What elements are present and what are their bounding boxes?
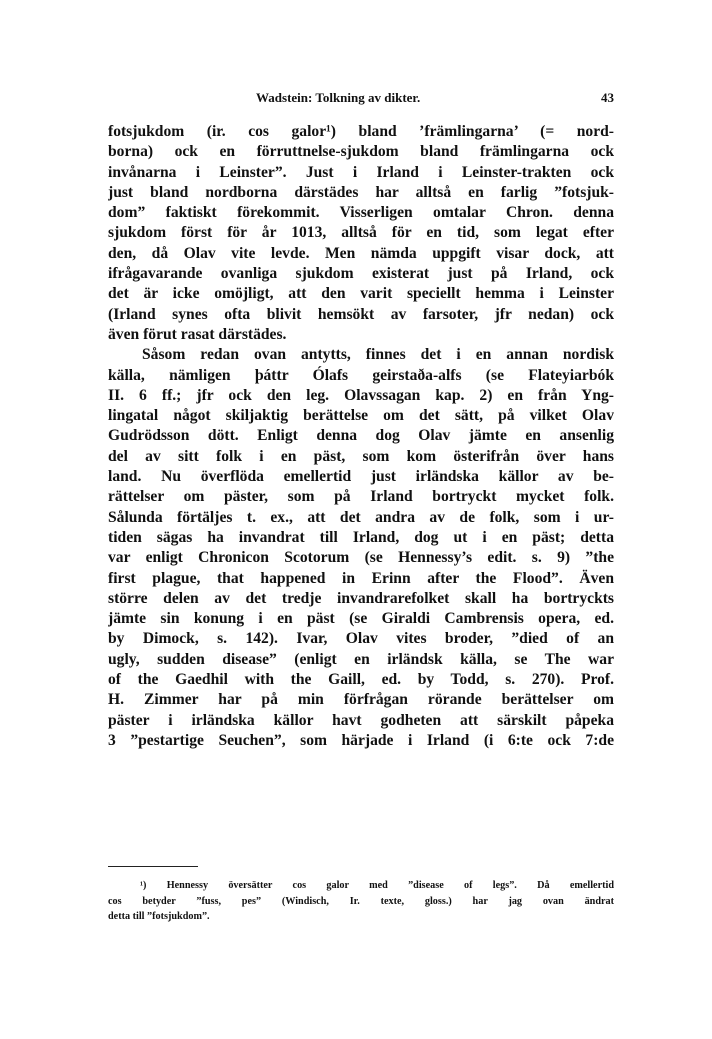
text-line: jämte sin konung i en päst (se Giraldi Cambrensis opera, ed. [108, 610, 614, 628]
text-line: Gudrödsson dött. Enligt denna dog Olav jämte en ansenlig [108, 427, 614, 445]
text-line: land. Nu överflöda emellertid just irländska källor av be- [108, 468, 614, 486]
footnote-line: cos betyder ”fuss, pes” (Windisch, Ir. texte, gloss.) har jag ovan ändrat [108, 895, 614, 907]
running-title: Wadstein: Tolkning av dikter. [256, 90, 421, 105]
text-line: Sålunda förtäljes t. ex., att det andra av de folk, som i ur- [108, 508, 614, 526]
text-line: även förut rasat därstädes. [108, 325, 287, 343]
text-line: den, då Olav vite levde. Men nämda uppgift visar dock, att [108, 244, 614, 262]
text-line: lingatal något skiljaktig berättelse om det sätt, på vilket Olav [108, 407, 614, 425]
text-line: borna) ock en förruttnelse-sjukdom bland främlingarna ock [108, 143, 614, 161]
body-text [108, 122, 614, 751]
text-line: of the Gaedhil with the Gaill, ed. by Todd, s. 270). Prof. [108, 671, 614, 689]
text-line: ugly, sudden disease” (enligt en irländsk källa, se The war [108, 650, 614, 668]
footnote-line: detta till ”fotsjukdom”. [108, 911, 210, 922]
text-line: first plague, that happened in Erinn after the Flood”. Även [108, 569, 614, 587]
text-line: by Dimock, s. 142). Ivar, Olav vites broder, ”died of an [108, 630, 614, 648]
text-line: invånarna i Leinster”. Just i Irland i Leinster-trakten ock [108, 163, 614, 181]
text-line: päster i irländska källor havt godheten att särskilt påpeka [108, 711, 614, 729]
text-line: just bland nordborna därstädes har alltså en farlig ”fotsjuk- [108, 183, 614, 201]
page-header [108, 90, 614, 110]
page-number: 43 [601, 90, 614, 105]
text-line: större delen av det tredje invandrarefolket skall ha bortryckts [108, 589, 614, 607]
footnote-line: ¹) Hennessy översätter cos galor med ”disease of legs”. Då emellertid [140, 880, 614, 891]
footnote [108, 878, 614, 925]
text-line: H. Zimmer har på min förfrågan rörande berättelser om [108, 691, 614, 709]
text-line: var enligt Chronicon Scotorum (se Hennessy’s edit. s. 9) ”the [108, 549, 614, 567]
text-line: det är icke omöjligt, att den varit speciellt hemma i Leinster [108, 285, 614, 303]
text-line: 3 ”pestartige Seuchen”, som härjade i Irland (i 6:te ock 7:de [108, 731, 614, 749]
text-line: dom” faktiskt förekommit. Visserligen omtalar Chron. denna [108, 204, 614, 222]
text-line: rättelser om päster, som på Irland bortryckt mycket folk. [108, 488, 614, 506]
footnote-divider [108, 866, 198, 867]
text-line: sjukdom först för år 1013, alltså för en tid, som legat efter [108, 224, 614, 242]
text-line: källa, nämligen þáttr Ólafs geirstaða-alfs (se Flateyiarbók [108, 366, 614, 384]
text-line: tiden sägas ha invandrat till Irland, dog ut i en päst; detta [108, 528, 614, 546]
text-line: II. 6 ff.; jfr ock den leg. Olavssagan kap. 2) en från Yng- [108, 386, 614, 404]
text-line: del av sitt folk i en päst, som kom österifrån över hans [108, 447, 614, 465]
text-line: fotsjukdom (ir. cos galor¹) bland ’främlingarna’ (= nord- [108, 123, 614, 140]
text-line: ifrågavarande ovanliga sjukdom existerat just på Irland, ock [108, 265, 614, 283]
text-line: (Irland synes ofta blivit hemsökt av farsoter, jfr nedan) ock [108, 305, 614, 323]
text-line: Såsom redan ovan antytts, finnes det i en annan nordisk [142, 346, 614, 364]
